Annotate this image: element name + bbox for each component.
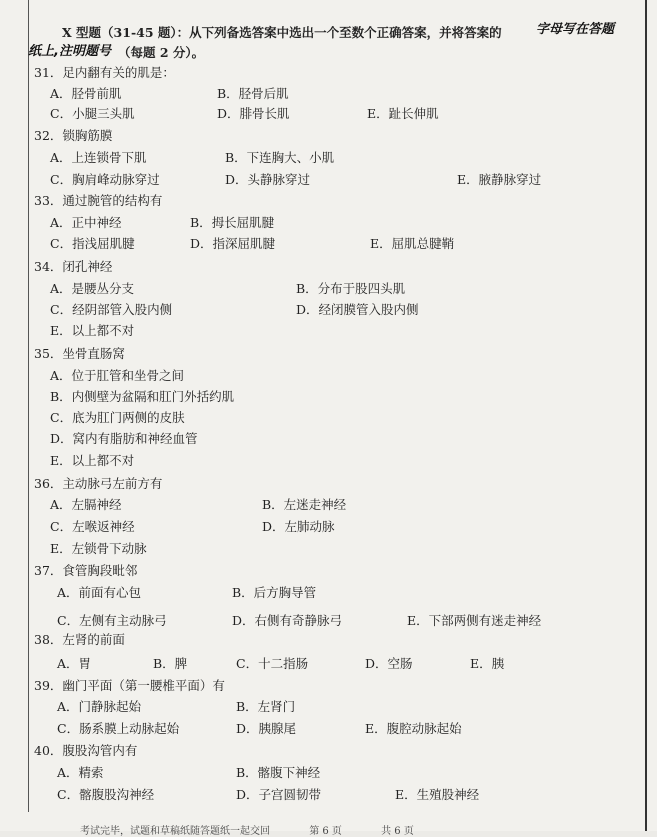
left-margin-line bbox=[28, 0, 29, 812]
q39-option-a: A．门静脉起始 bbox=[57, 699, 142, 714]
q34-stem: 34．闭孔神经 bbox=[34, 259, 113, 274]
q33-option-d: D．指深屈肌腱 bbox=[190, 236, 276, 251]
q32-stem: 32．锁胸筋膜 bbox=[34, 128, 113, 143]
q39-option-c: C．肠系膜上动脉起始 bbox=[57, 721, 180, 736]
q38-option-b: B．脾 bbox=[153, 656, 188, 671]
right-scan-edge bbox=[645, 0, 647, 831]
q31-stem: 31．足内翻有关的肌是： bbox=[34, 65, 175, 80]
q34-option-c: C．经阴部管入股内侧 bbox=[50, 302, 173, 317]
q34-option-d: D．经闭膜管入股内侧 bbox=[296, 302, 419, 317]
handwritten-note-1: 字母写在答题 bbox=[536, 22, 615, 37]
q40-stem: 40．腹股沟管内有 bbox=[34, 743, 138, 758]
q35-option-a: A．位于肛管和坐骨之间 bbox=[50, 368, 185, 383]
q34-option-b: B．分布于股四头肌 bbox=[296, 281, 406, 296]
q31-option-d: D．腓骨长肌 bbox=[217, 106, 290, 121]
q35-option-d: D．窝内有脂肪和神经血管 bbox=[50, 431, 198, 446]
q36-option-b: B．左迷走神经 bbox=[262, 497, 347, 512]
q32-option-a: A．上连锁骨下肌 bbox=[50, 150, 147, 165]
q36-stem: 36．主动脉弓左前方有 bbox=[34, 476, 163, 491]
q35-stem: 35．坐骨直肠窝 bbox=[34, 346, 125, 361]
footer-note: 考试完毕，试题和草稿纸随答题纸一起交回 bbox=[80, 826, 270, 837]
q39-option-b: B．左肾门 bbox=[236, 699, 296, 714]
q34-option-a: A．是腰丛分支 bbox=[50, 281, 135, 296]
q37-option-a: A．前面有心包 bbox=[57, 585, 142, 600]
handwritten-note-2: 纸上,注明题号 bbox=[28, 44, 111, 59]
q32-option-c: C．胸肩峰动脉穿过 bbox=[50, 172, 160, 187]
q40-option-c: C．髂腹股沟神经 bbox=[57, 787, 155, 802]
q36-option-a: A．左膈神经 bbox=[50, 497, 122, 512]
q34-option-e: E．以上都不对 bbox=[50, 323, 135, 338]
q31-option-a: A．胫骨前肌 bbox=[50, 86, 122, 101]
q35-option-c: C．底为肛门两侧的皮肤 bbox=[50, 410, 185, 425]
q40-option-a: A．精索 bbox=[57, 765, 104, 780]
q36-option-d: D．左肺动脉 bbox=[262, 519, 335, 534]
q36-option-e: E．左锁骨下动脉 bbox=[50, 541, 147, 556]
q35-option-e: E．以上都不对 bbox=[50, 453, 135, 468]
q38-option-d: D．空肠 bbox=[365, 656, 413, 671]
q33-option-b: B．拇长屈肌腱 bbox=[190, 215, 275, 230]
instructions-line1: X 型题（31-45 题）：从下列备选答案中选出一个至数个正确答案，并将答案的 bbox=[62, 25, 502, 40]
q38-option-a: A．胃 bbox=[57, 656, 92, 671]
q37-stem: 37．食管胸段毗邻 bbox=[34, 563, 138, 578]
page-footer bbox=[80, 822, 450, 837]
q39-stem: 39．幽门平面（第一腰椎平面）有 bbox=[34, 678, 225, 693]
q39-option-d: D．胰腺尾 bbox=[236, 721, 297, 736]
q32-option-b: B．下连胸大、小肌 bbox=[225, 150, 335, 165]
q33-option-c: C．指浅屈肌腱 bbox=[50, 236, 135, 251]
q38-option-c: C．十二指肠 bbox=[236, 656, 309, 671]
q33-option-a: A．正中神经 bbox=[50, 215, 122, 230]
footer-total-pages: 共 6 页 bbox=[381, 826, 414, 837]
q38-stem: 38．左肾的前面 bbox=[34, 632, 125, 647]
q37-option-c: C．左侧有主动脉弓 bbox=[57, 613, 167, 628]
q40-option-e: E．生殖股神经 bbox=[395, 787, 480, 802]
q40-option-d: D．子宫圆韧带 bbox=[236, 787, 322, 802]
q31-option-b: B．胫骨后肌 bbox=[217, 86, 289, 101]
q31-option-c: C．小腿三头肌 bbox=[50, 106, 135, 121]
q32-option-d: D．头静脉穿过 bbox=[225, 172, 311, 187]
q39-option-e: E．腹腔动脉起始 bbox=[365, 721, 462, 736]
q36-option-c: C．左喉返神经 bbox=[50, 519, 135, 534]
q32-option-e: E．腋静脉穿过 bbox=[457, 172, 542, 187]
q38-option-e: E．胰 bbox=[470, 656, 505, 671]
q40-option-b: B．髂腹下神经 bbox=[236, 765, 321, 780]
footer-page-number: 第 6 页 bbox=[309, 826, 342, 837]
q33-stem: 33．通过腕管的结构有 bbox=[34, 193, 163, 208]
q33-option-e: E．屈肌总腱鞘 bbox=[370, 236, 455, 251]
instructions-line2: （每题 2 分）。 bbox=[118, 45, 205, 60]
q31-option-e: E．趾长伸肌 bbox=[367, 106, 439, 121]
q37-option-e: E．下部两侧有迷走神经 bbox=[407, 613, 542, 628]
q35-option-b: B．内侧壁为盆隔和肛门外括约肌 bbox=[50, 389, 235, 404]
q37-option-d: D．右侧有奇静脉弓 bbox=[232, 613, 343, 628]
q37-option-b: B．后方胸导管 bbox=[232, 585, 317, 600]
